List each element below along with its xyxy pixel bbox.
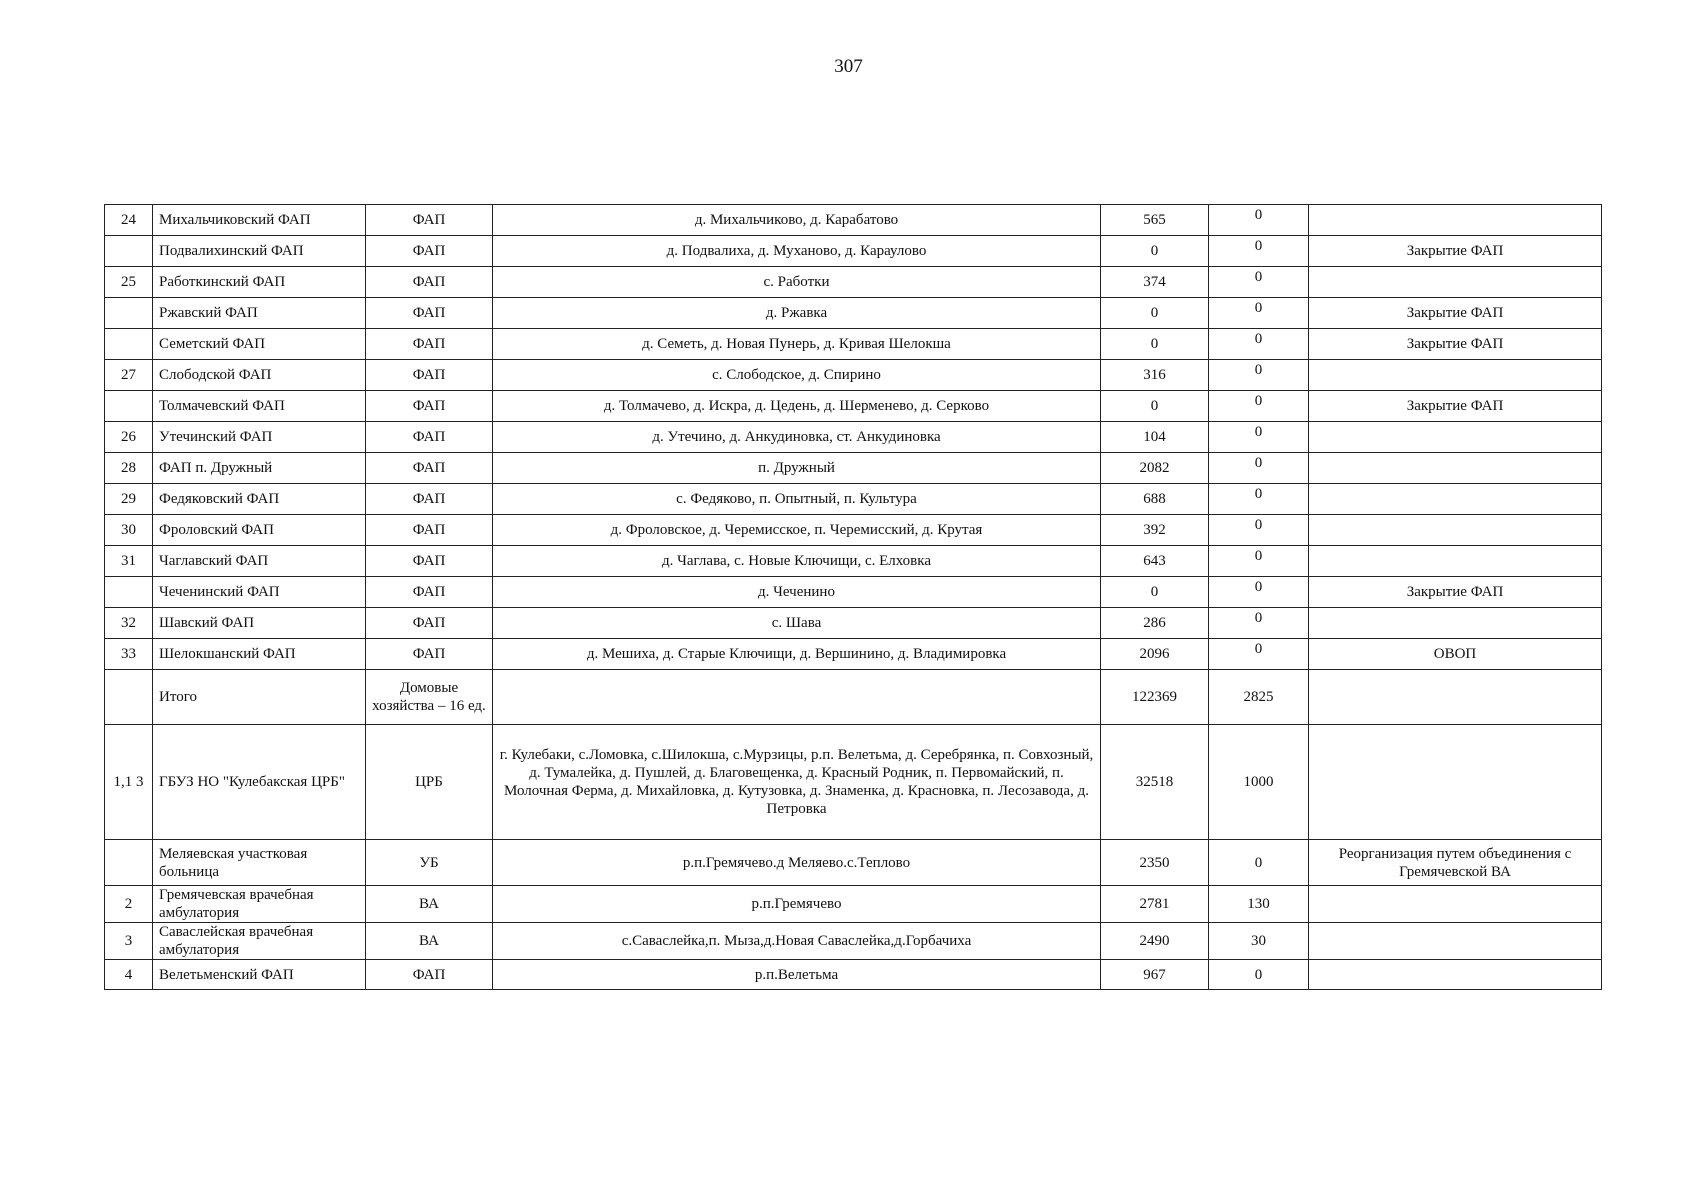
note: [1309, 267, 1602, 298]
note: [1309, 608, 1602, 639]
capacity: 0: [1209, 639, 1309, 670]
facility-type: ФАП: [366, 453, 493, 484]
facility-type: ФАП: [366, 546, 493, 577]
facility-name: Слободской ФАП: [153, 360, 366, 391]
table-row: [105, 546, 1602, 577]
row-number: [105, 670, 153, 725]
capacity: 0: [1209, 329, 1309, 360]
facility-name: Работкинский ФАП: [153, 267, 366, 298]
facility-name: ФАП п. Дружный: [153, 453, 366, 484]
note: [1309, 453, 1602, 484]
capacity: 0: [1209, 391, 1309, 422]
note: Закрытие ФАП: [1309, 298, 1602, 329]
row-number: [105, 840, 153, 886]
facility-name: Шелокшанский ФАП: [153, 639, 366, 670]
table-row: [105, 639, 1602, 670]
facility-name: Михальчиковский ФАП: [153, 205, 366, 236]
population: 104: [1101, 422, 1209, 453]
medical-facilities-table: [104, 204, 1602, 990]
note: [1309, 923, 1602, 960]
facility-name: Чеченинский ФАП: [153, 577, 366, 608]
population: 2350: [1101, 840, 1209, 886]
row-number: 29: [105, 484, 153, 515]
facility-type: ФАП: [366, 960, 493, 990]
note: [1309, 360, 1602, 391]
facility-type: ФАП: [366, 298, 493, 329]
row-number: 28: [105, 453, 153, 484]
facility-type: ФАП: [366, 360, 493, 391]
row-number: 3: [105, 923, 153, 960]
service-area: р.п.Гремячево: [493, 886, 1101, 923]
population: 0: [1101, 577, 1209, 608]
note: Реорганизация путем объединения с Гремячевской ВА: [1309, 840, 1602, 886]
table-row: [105, 960, 1602, 990]
population: 967: [1101, 960, 1209, 990]
row-number: [105, 236, 153, 267]
capacity: 0: [1209, 298, 1309, 329]
service-area: р.п.Гремячево.д Меляево.с.Теплово: [493, 840, 1101, 886]
capacity: 0: [1209, 577, 1309, 608]
note: Закрытие ФАП: [1309, 391, 1602, 422]
total-label: Итого: [153, 670, 366, 725]
service-area: с.Саваслейка,п. Мыза,д.Новая Саваслейка,д.Горбачиха: [493, 923, 1101, 960]
capacity: 0: [1209, 546, 1309, 577]
service-area: [493, 670, 1101, 725]
note: Закрытие ФАП: [1309, 236, 1602, 267]
table-row: [105, 886, 1602, 923]
population: 0: [1101, 236, 1209, 267]
capacity: 1000: [1209, 725, 1309, 840]
population: 565: [1101, 205, 1209, 236]
note: [1309, 546, 1602, 577]
service-area: с. Слободское, д. Спирино: [493, 360, 1101, 391]
table-row: [105, 391, 1602, 422]
capacity: 0: [1209, 840, 1309, 886]
note: [1309, 725, 1602, 840]
note: [1309, 886, 1602, 923]
population: 643: [1101, 546, 1209, 577]
service-area: д. Подвалиха, д. Муханово, д. Караулово: [493, 236, 1101, 267]
capacity: 0: [1209, 236, 1309, 267]
total-row: [105, 670, 1602, 725]
facility-name: Велетьменский ФАП: [153, 960, 366, 990]
row-number: 31: [105, 546, 153, 577]
row-number: [105, 298, 153, 329]
population: 2096: [1101, 639, 1209, 670]
note: [1309, 484, 1602, 515]
service-area: д. Чаглава, с. Новые Ключищи, с. Елховка: [493, 546, 1101, 577]
facility-name: Гремячевская врачебная амбулатория: [153, 886, 366, 923]
capacity: 130: [1209, 886, 1309, 923]
facility-name: Утечинский ФАП: [153, 422, 366, 453]
service-area: д. Утечино, д. Анкудиновка, ст. Анкудиновка: [493, 422, 1101, 453]
facility-name: Семетский ФАП: [153, 329, 366, 360]
facility-name: Шавский ФАП: [153, 608, 366, 639]
population: 32518: [1101, 725, 1209, 840]
facility-name: Саваслейская врачебная амбулатория: [153, 923, 366, 960]
capacity: 0: [1209, 422, 1309, 453]
facility-type: ЦРБ: [366, 725, 493, 840]
total-capacity: 2825: [1209, 670, 1309, 725]
capacity: 0: [1209, 608, 1309, 639]
facility-name: ГБУЗ НО "Кулебакская ЦРБ": [153, 725, 366, 840]
households-count: Домовые хозяйства – 16 ед.: [366, 670, 493, 725]
service-area: д. Чеченино: [493, 577, 1101, 608]
population: 688: [1101, 484, 1209, 515]
capacity: 0: [1209, 960, 1309, 990]
population: 0: [1101, 298, 1209, 329]
row-number: 27: [105, 360, 153, 391]
row-number: [105, 577, 153, 608]
service-area: д. Фроловское, д. Черемисское, п. Черемисский, д. Крутая: [493, 515, 1101, 546]
facility-type: ФАП: [366, 329, 493, 360]
table-row: [105, 840, 1602, 886]
facility-type: ВА: [366, 923, 493, 960]
population: 2490: [1101, 923, 1209, 960]
row-number: 1,1 3: [105, 725, 153, 840]
facility-name: Подвалихинский ФАП: [153, 236, 366, 267]
population: 316: [1101, 360, 1209, 391]
service-area: д. Ржавка: [493, 298, 1101, 329]
note: [1309, 515, 1602, 546]
capacity: 30: [1209, 923, 1309, 960]
note: [1309, 960, 1602, 990]
table-row: [105, 484, 1602, 515]
note: ОВОП: [1309, 639, 1602, 670]
facility-type: ФАП: [366, 577, 493, 608]
service-area: г. Кулебаки, с.Ломовка, с.Шилокша, с.Мурзицы, р.п. Велетьма, д. Серебрянка, п. Совхозный, д. Тумалейка, д. Пушлей, д. Благовещенка, д. Красный Родник, п. Первомайский, п. Молочная Ферма, д. Михайловка, д. Кутузовка, д. Знаменка, д. Красновка, п. Лесозавода, д. Петровка: [493, 725, 1101, 840]
capacity: 0: [1209, 484, 1309, 515]
population: 286: [1101, 608, 1209, 639]
facility-name: Фроловский ФАП: [153, 515, 366, 546]
facility-name: Ржавский ФАП: [153, 298, 366, 329]
capacity: 0: [1209, 205, 1309, 236]
facility-type: ФАП: [366, 484, 493, 515]
total-population: 122369: [1101, 670, 1209, 725]
capacity: 0: [1209, 515, 1309, 546]
facility-name: Чаглавский ФАП: [153, 546, 366, 577]
facility-name: Меляевская участковая больница: [153, 840, 366, 886]
table-row: [105, 515, 1602, 546]
facility-type: ФАП: [366, 515, 493, 546]
row-number: 30: [105, 515, 153, 546]
service-area: с. Работки: [493, 267, 1101, 298]
table-row: [105, 267, 1602, 298]
table-row: [105, 923, 1602, 960]
table-row: [105, 329, 1602, 360]
capacity: 0: [1209, 267, 1309, 298]
service-area: д. Семеть, д. Новая Пунерь, д. Кривая Шелокша: [493, 329, 1101, 360]
row-number: 24: [105, 205, 153, 236]
capacity: 0: [1209, 360, 1309, 391]
row-number: [105, 329, 153, 360]
facility-type: ФАП: [366, 205, 493, 236]
facility-type: ВА: [366, 886, 493, 923]
service-area: д. Мешиха, д. Старые Ключищи, д. Вершинино, д. Владимировка: [493, 639, 1101, 670]
row-number: 25: [105, 267, 153, 298]
table-row: [105, 608, 1602, 639]
service-area: д. Михальчиково, д. Карабатово: [493, 205, 1101, 236]
row-number: 2: [105, 886, 153, 923]
facility-type: УБ: [366, 840, 493, 886]
note: [1309, 205, 1602, 236]
table-row: [105, 453, 1602, 484]
facility-type: ФАП: [366, 422, 493, 453]
facility-type: ФАП: [366, 391, 493, 422]
facility-type: ФАП: [366, 236, 493, 267]
note: [1309, 670, 1602, 725]
service-area: д. Толмачево, д. Искра, д. Цедень, д. Шерменево, д. Серково: [493, 391, 1101, 422]
page-number: 307: [834, 56, 863, 77]
table-row: [105, 422, 1602, 453]
population: 2082: [1101, 453, 1209, 484]
row-number: 32: [105, 608, 153, 639]
note: Закрытие ФАП: [1309, 577, 1602, 608]
table-row: [105, 205, 1602, 236]
row-number: [105, 391, 153, 422]
facility-type: ФАП: [366, 267, 493, 298]
service-area: с. Федяково, п. Опытный, п. Культура: [493, 484, 1101, 515]
row-number: 33: [105, 639, 153, 670]
table-row: [105, 577, 1602, 608]
note: [1309, 422, 1602, 453]
population: 0: [1101, 391, 1209, 422]
population: 392: [1101, 515, 1209, 546]
population: 2781: [1101, 886, 1209, 923]
facility-name: Федяковский ФАП: [153, 484, 366, 515]
note: Закрытие ФАП: [1309, 329, 1602, 360]
service-area: р.п.Велетьма: [493, 960, 1101, 990]
row-number: 4: [105, 960, 153, 990]
capacity: 0: [1209, 453, 1309, 484]
row-number: 26: [105, 422, 153, 453]
table-row: [105, 360, 1602, 391]
population: 374: [1101, 267, 1209, 298]
service-area: п. Дружный: [493, 453, 1101, 484]
facility-type: ФАП: [366, 639, 493, 670]
table-row: [105, 298, 1602, 329]
facility-name: Толмачевский ФАП: [153, 391, 366, 422]
population: 0: [1101, 329, 1209, 360]
table-row: [105, 725, 1602, 840]
table-row: [105, 236, 1602, 267]
service-area: с. Шава: [493, 608, 1101, 639]
facility-type: ФАП: [366, 608, 493, 639]
